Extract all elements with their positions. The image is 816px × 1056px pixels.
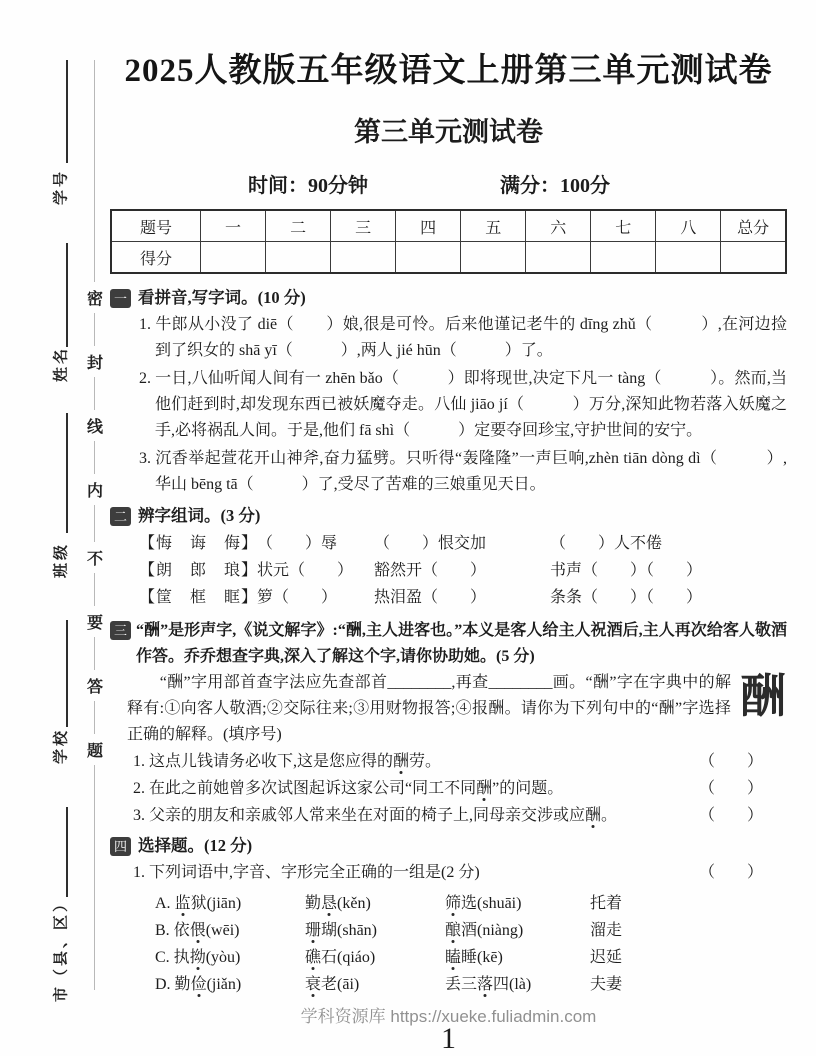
score-cell-empty bbox=[591, 242, 656, 274]
paper-subtitle: 第三单元测试卷 bbox=[354, 117, 543, 147]
pinyin-item: 2. 一日,八仙听闻人间有一 zhēn bǎo（ ）即将现世,决定下凡一 tàng（ ）。然而,当他们赶到时,却发现东西已被妖魔夺走。八仙 jiāo jí（ ）万分,深知此物若落入妖魔之手,必将祸乱人间。于是,他们 fā shì（ ）定要夺回珍宝,守护世间的安宁。 bbox=[139, 370, 787, 439]
score-col: 总分 bbox=[721, 210, 786, 242]
seal-line bbox=[94, 60, 95, 990]
word-blank: 状元（ ） bbox=[257, 562, 354, 579]
usage-sentence-row bbox=[110, 748, 787, 775]
footer-link[interactable]: 学科资源库 https://xueke.fuliadmin.com bbox=[300, 1007, 597, 1026]
student-id-label: 学号 bbox=[53, 168, 70, 206]
score-table bbox=[110, 209, 787, 274]
score-cell-empty bbox=[396, 242, 461, 274]
word-blank: 条条（ ）（ ） bbox=[550, 589, 703, 606]
section-one-header bbox=[110, 287, 787, 309]
option-cell: 礁石(qiáo) bbox=[305, 949, 376, 966]
seal-char: 密 bbox=[87, 282, 103, 313]
option-cell: 筛选(shuāi) bbox=[445, 895, 522, 912]
score-cell-empty bbox=[266, 242, 331, 274]
section-four-header bbox=[110, 835, 787, 857]
score-cell-empty bbox=[721, 242, 786, 274]
char-group: 【悔 诲 侮】 bbox=[139, 535, 259, 552]
score-col: 三 bbox=[331, 210, 396, 242]
word-blank: 热泪盈（ ） bbox=[374, 589, 487, 606]
pinyin-item: 1. 牛郎从小没了 diē（ ）娘,很是可怜。后来他谨记老牛的 dīng zhǔ（ ）,在河边捡到了织女的 shā yī（ ）,两人 jié hūn（ ）了。 bbox=[139, 316, 787, 359]
option-cell: 溜走 bbox=[590, 922, 623, 939]
usage-sentence: 2. 在此之前她曾多次试图起诉这家公司“同工不同酬”的问题。 bbox=[133, 780, 564, 797]
score-row-label: 得分 bbox=[111, 242, 201, 274]
score-col: 六 bbox=[526, 210, 591, 242]
full-score-label: 满分：100分 bbox=[500, 175, 610, 197]
option-cell: 衰老(āi) bbox=[305, 976, 360, 993]
seal-char: 答 bbox=[87, 670, 103, 701]
section-three-badge: 三 bbox=[110, 621, 131, 640]
section-two-badge: 二 bbox=[110, 507, 131, 526]
score-col: 七 bbox=[591, 210, 656, 242]
word-blank: （ ）恨交加 bbox=[374, 535, 487, 552]
usage-sentence: 3. 父亲的朋友和亲戚邻人常来坐在对面的椅子上,同母亲交涉或应酬。 bbox=[133, 807, 618, 824]
option-cell: B. 依偎(wēi) bbox=[155, 922, 240, 939]
score-col: 一 bbox=[201, 210, 266, 242]
exam-meta bbox=[110, 175, 787, 197]
answer-paren: （ ） bbox=[698, 780, 763, 797]
seal-char: 不 bbox=[87, 542, 103, 573]
usage-sentences bbox=[110, 748, 787, 829]
dictionary-text: “酬”字用部首查字法应先查部首________,再查________画。“酬”字在字典中的解释有:①向客人敬酒;②交际往来;③用财物报答;④报酬。请你为下列句中的“酬”字选择正确的解释。(填序号) bbox=[127, 674, 731, 743]
seal-char: 内 bbox=[87, 474, 103, 505]
score-col: 二 bbox=[266, 210, 331, 242]
option-cell: 勤恳(kěn) bbox=[305, 895, 371, 912]
score-table-corner: 题号 bbox=[111, 210, 201, 242]
pinyin-items bbox=[110, 312, 787, 498]
char-group: 【朗 郎 琅】 bbox=[139, 562, 259, 579]
section-three-intro bbox=[110, 618, 787, 670]
option-cell: 托着 bbox=[590, 895, 623, 912]
section-four-badge: 四 bbox=[110, 837, 131, 856]
score-cell-empty bbox=[201, 242, 266, 274]
option-cell: 酿酒(niàng) bbox=[445, 922, 524, 939]
answer-paren: （ ） bbox=[698, 753, 763, 770]
score-col: 四 bbox=[396, 210, 461, 242]
school-line bbox=[66, 620, 68, 727]
option-cell: 夫妻 bbox=[590, 976, 623, 993]
option-cell: A. 监狱(jiān) bbox=[155, 895, 242, 912]
usage-sentence-row bbox=[110, 802, 787, 829]
school-label: 学校 bbox=[53, 727, 70, 765]
word-grid-row bbox=[110, 530, 787, 557]
question-one-row bbox=[110, 859, 787, 886]
time-limit-label: 时间：90分钟 bbox=[248, 175, 368, 197]
word-blank: 箩（ ） bbox=[257, 589, 338, 606]
options-grid bbox=[110, 890, 787, 998]
score-table-header-row bbox=[111, 210, 786, 242]
page-content bbox=[110, 45, 787, 998]
option-row bbox=[110, 971, 787, 998]
district-label: 市（县、区） bbox=[53, 893, 70, 1003]
usage-sentence-row bbox=[110, 775, 787, 802]
option-cell: 丢三落四(là) bbox=[445, 976, 532, 993]
word-grid-row bbox=[110, 557, 787, 584]
pinyin-item: 3. 沉香举起萱花开山神斧,奋力猛劈。只听得“轰隆隆”一声巨响,zhèn tiān dòng dì（ ）,华山 bēng tā（ ）了,受尽了苦难的三娘重见天日。 bbox=[139, 450, 787, 493]
seal-char: 要 bbox=[87, 606, 103, 637]
section-four-title: 选择题。(12 分) bbox=[138, 836, 253, 855]
score-cell-empty bbox=[526, 242, 591, 274]
word-blank: （ ）人不倦 bbox=[550, 535, 663, 552]
option-cell: D. 勤俭(jiǎn) bbox=[155, 976, 242, 993]
section-one-title: 看拼音,写字词。(10 分) bbox=[138, 288, 306, 307]
answer-paren: （ ） bbox=[698, 864, 763, 881]
district-line bbox=[66, 807, 68, 897]
word-blank: 豁然开（ ） bbox=[374, 562, 487, 579]
char-group: 【筐 框 眶】 bbox=[139, 589, 259, 606]
class-label: 班级 bbox=[53, 541, 70, 579]
page-title: 2025人教版五年级语文上册第三单元测试卷 bbox=[124, 53, 773, 89]
word-blank: （ ）辱 bbox=[257, 535, 338, 552]
score-table-score-row bbox=[111, 242, 786, 274]
score-col: 五 bbox=[461, 210, 526, 242]
section-two-header bbox=[110, 505, 787, 527]
class-line bbox=[66, 413, 68, 533]
name-line bbox=[66, 243, 68, 347]
option-cell: 瞌睡(kē) bbox=[445, 949, 503, 966]
section-three-intro-text: “酬”是形声字,《说文解字》:“酬,主人进客也。”本义是客人给主人祝酒后,主人再次给客人敬酒作答。乔乔想查字典,深入了解这个字,请你协助她。(5 分) bbox=[136, 622, 787, 665]
student-id-line bbox=[66, 60, 68, 163]
score-col: 八 bbox=[656, 210, 721, 242]
name-label: 姓名 bbox=[53, 345, 70, 383]
usage-sentence: 1. 这点儿钱请务必收下,这是您应得的酬劳。 bbox=[133, 753, 442, 770]
score-cell-empty bbox=[656, 242, 721, 274]
word-grid bbox=[110, 530, 787, 611]
dictionary-paragraph bbox=[110, 670, 787, 748]
word-grid-row bbox=[110, 584, 787, 611]
seal-char: 题 bbox=[87, 734, 103, 765]
option-cell: 珊瑚(shān) bbox=[305, 922, 378, 939]
option-cell: C. 执拗(yòu) bbox=[155, 949, 241, 966]
seal-char: 封 bbox=[87, 346, 103, 377]
section-two-title: 辨字组词。(3 分) bbox=[138, 506, 261, 525]
option-cell: 迟延 bbox=[590, 949, 623, 966]
option-row bbox=[110, 890, 787, 917]
option-row bbox=[110, 944, 787, 971]
option-row bbox=[110, 917, 787, 944]
section-one-badge: 一 bbox=[110, 289, 131, 308]
answer-paren: （ ） bbox=[698, 807, 763, 824]
seal-char: 线 bbox=[87, 410, 103, 441]
score-cell-empty bbox=[461, 242, 526, 274]
question-one-text: 1. 下列词语中,字音、字形完全正确的一组是(2 分) bbox=[133, 864, 480, 881]
page-number: 1 bbox=[441, 1022, 456, 1055]
word-blank: 书声（ ）（ ） bbox=[550, 562, 703, 579]
score-cell-empty bbox=[331, 242, 396, 274]
seal-script-glyph: 酬 bbox=[740, 671, 786, 722]
